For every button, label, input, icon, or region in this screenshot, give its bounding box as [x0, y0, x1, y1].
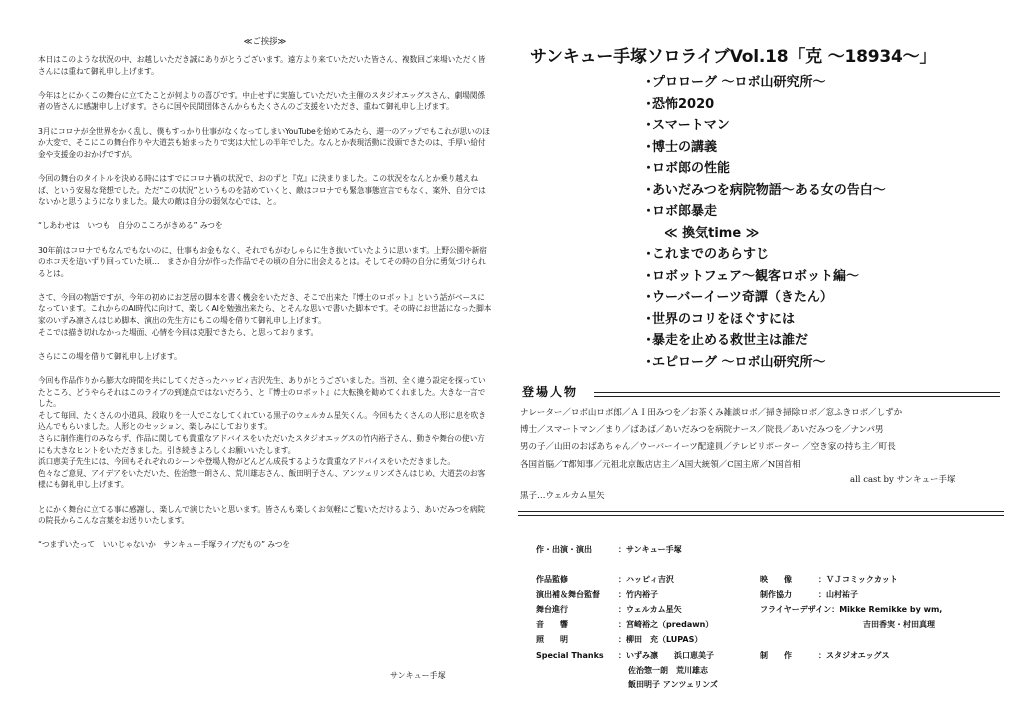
- program-item: [642, 330, 886, 352]
- credit-special-thanks: [536, 650, 714, 661]
- credit-video: [760, 574, 898, 585]
- bullet: ・: [642, 247, 656, 262]
- greeting-paragraph: 本日はこのような状況の中、お越しいただき誠にありがとうございます。遠方より来ていただいた皆さん、複数回ご来場いただく皆さんには重ねて御礼申し上げます。: [38, 55, 486, 76]
- greeting-paragraph: 今回の舞台のタイトルを決める時にはすでにコロナ禍の状況で、おのずと『克』に決まりました。この状況をなんとか乗り越えねば、という安易な発想でした。ただ“この状況”というものを詰めていくと、敵はコロナでも緊急事態宣言でもなく、案外、自分ではないかと思うようになりました。最大の敵は自分の弱気な心では、と。: [38, 173, 486, 207]
- credit-label: 音 響: [536, 620, 568, 629]
- greeting-paragraph: 3月にコロナが全世界をかく乱し、僕もすっかり仕事がなくなってしまいYouTubeを始めてみたら、週一のアップでもこれが思いのほか大変で、そこにこの舞台作りや大道芸も始まったりで実は大忙しの半年でした。なんとか表現活動に没頭できたのは、手厚い給付金や支援金のおかげですが。: [38, 126, 490, 159]
- bullet: ・: [642, 161, 656, 176]
- show-title: サンキュー手塚ソロライブVol.18「克 〜18934〜」: [530, 47, 937, 67]
- program-item-label: あいだみつを病院物語〜ある女の告白〜: [652, 182, 886, 198]
- bullet: ・: [642, 118, 656, 133]
- credit-label: Special Thanks: [536, 651, 604, 660]
- program-item: [642, 309, 886, 331]
- bullet: ・: [642, 204, 656, 219]
- program-item-label: 博士の講義: [652, 139, 718, 155]
- program-item: [642, 115, 886, 137]
- credit-value: ：宮崎裕之（predawn）: [618, 620, 714, 629]
- bullet: ・: [642, 139, 656, 155]
- credit-flyer-extra: 吉田香実・村田真理: [863, 620, 935, 629]
- bullet: ・: [642, 182, 656, 198]
- credit-label: 作・出演・演出: [536, 545, 592, 554]
- program-item-label: ウーバーイーツ奇譚（きたん）: [652, 290, 833, 305]
- bullet: ・: [642, 290, 656, 305]
- credit-value: ：ウェルカム星矢: [618, 605, 682, 614]
- bullet: ・: [642, 75, 656, 90]
- credit-director: [536, 589, 658, 600]
- program-intermission: [642, 223, 886, 245]
- greeting-page: [38, 30, 492, 710]
- greeting-signature: サンキュー手塚: [390, 671, 446, 680]
- special-thanks-line: 佐治惣一朗 荒川雄志: [628, 666, 708, 675]
- greeting-paragraph: さて、今回の物語ですが、今年の初めにお芝居の脚本を書く機会をいただき、そこで出来た『博士のロボット』という話がベースになっています。これからのAI時代に向けて、楽しくAIを勉強出来たら、とそんな思いで書いた脚本です。その時にお世話になった脚本家のいずみ凛さんはじめ脚本、演出の先生方にもこの場を借りて御礼申し上げます。 そこでは描き切れなかった場面、心情を今回は克服できたら、と思っております。: [38, 292, 492, 337]
- program-item-label: スマートマン: [652, 118, 730, 133]
- credit-value: ：ハッピィ吉沢: [618, 575, 674, 584]
- program-page: [518, 30, 1004, 710]
- credit-production: [760, 650, 889, 661]
- credit-label: 作品監修: [536, 575, 568, 584]
- credits-divider: [518, 511, 1004, 516]
- program-item: [642, 201, 886, 223]
- cast-line: 男の子／山田のおばあちゃん／ウーバーイーツ配達員／テレビリポーター ／空き家の持ち主／町長: [520, 442, 896, 453]
- program-item: [642, 244, 886, 266]
- program-item: [642, 266, 886, 288]
- greeting-body: [38, 54, 492, 551]
- cast-list: [520, 405, 1004, 474]
- program-item: [642, 158, 886, 180]
- program-item-label: 暴走を止める救世主は誰だ: [652, 333, 809, 348]
- greeting-paragraph: 今回も作品作りから膨大な時間を共にしてくださったハッピィ吉沢先生、ありがとうございました。当初、全く違う設定を探っていたところ、どうやらそれはこのライブの到達点ではないだろう、と『博士のロボット』に大転換を勧めてくれました。大きな一言でした。 そして毎回、たくさんの小道具、段取りを一人でこなしてくれている黒子のウェルカム星矢くん。今回もたくさんの人形に息を吹き込んでもらいました。人形とのセッション、楽しみにしております。 さらに制作進行のみならず、作品に関しても貴重なアドバイスをいただいたスタジオエッグスの竹内裕子さん、動きや舞台の使い方にも大きなヒントをいただきました。引き続きよろしくお願いいたします。 浜口恵美子先生には、今回もそれぞれのシーンや登場人物がどんどん成長するような貴重なアドバイスをいただきました。 色々なご意見、アイデアをいただいた、佐治惣一朗さん、荒川雄志さん、飯田明子さん、アンツェリンズさんはじめ、大道芸のお客様にも御礼申し上げます。: [38, 376, 486, 490]
- program-item: [642, 137, 886, 159]
- bullet: ・: [642, 268, 656, 284]
- greeting-paragraph: 30年前はコロナでもなんでもないのに、仕事もお金もなく、それでもがむしゃらに生き抜いていたように思います。上野公園や新宿のホコ天を這いずり回っていた頃… まさか自分が作った作品でその頃の自分に出会えるとは。そしてその時の自分に勇気づけられるとは。: [38, 245, 487, 278]
- program-item-label: 世界のコリをほぐすには: [652, 311, 796, 327]
- bullet: ・: [642, 354, 656, 370]
- cast-line: 各国首脳／T都知事／元祖北京飯店店主／A国大統領／C国主席／N国首相: [520, 459, 801, 470]
- program-item: [642, 352, 886, 374]
- greeting-paragraph: さらにこの場を借りて御礼申し上げます。: [38, 351, 182, 361]
- program-item-label: エピローグ 〜ロボ山研究所〜: [652, 354, 826, 370]
- credit-label: 照 明: [536, 635, 568, 644]
- cast-heading: 登場人物: [522, 385, 579, 399]
- program-item-label: ロボ郎暴走: [652, 204, 718, 219]
- program-item-label: ロボ郎の性能: [652, 161, 731, 176]
- credit-main: [536, 544, 682, 555]
- credit-value: ：竹内裕子: [618, 590, 658, 599]
- credit-value: ：柳田 充（LUPAS）: [618, 635, 703, 644]
- credit-label: フライヤーデザイン: [760, 605, 832, 614]
- program-item-label: 恐怖2020: [652, 96, 715, 112]
- program-item: [642, 72, 886, 94]
- credit-value: ：いずみ凛 浜口恵美子: [618, 651, 714, 660]
- credit-value: ：スタジオエッグス: [818, 651, 890, 660]
- program-item-label: プロローグ 〜ロボ山研究所〜: [652, 75, 826, 90]
- program-item: [642, 94, 886, 116]
- greeting-paragraph: とにかく舞台に立てる事に感謝し、楽しんで演じたいと思います。皆さんも楽しくお気軽にご覧いただけるよう、あいだみつを病院の院長からこんな言葉をお送りいたします。: [38, 504, 485, 526]
- credit-label: 演出補＆舞台監督: [536, 590, 600, 599]
- credit-production-support: [760, 589, 858, 600]
- credit-value: ：サンキュー手塚: [618, 545, 682, 554]
- program-item-label: これまでのあらすじ: [652, 247, 770, 262]
- greeting-quote: “つまずいたって いいじゃないか サンキュー手塚ライブだもの” みつを: [38, 540, 290, 550]
- greeting-title: ≪ご挨拶≫: [243, 36, 287, 46]
- cast-line: 博士／スマートマン／まり／ばあば／あいだみつを病院ナース／院長／あいだみつを／ナンパ男: [520, 425, 884, 436]
- credit-value: ：山村祐子: [818, 590, 858, 599]
- credit-sound: [536, 619, 713, 630]
- greeting-quote: “しあわせは いつも 自分のこころがきめる” みつを: [38, 221, 223, 231]
- credit-stage: [536, 604, 682, 615]
- cast-header: [518, 383, 1004, 403]
- bullet: ・: [642, 333, 656, 348]
- credit-value: ：Mikke Remikke by wm,: [831, 605, 943, 614]
- cast-line: ナレーター／ロボ山ロボ郎／ＡＩ田みつを／お茶くみ雑談ロボ／掃き掃除ロボ／窓ふきロボ／しずか: [520, 408, 903, 418]
- program-item-label: ロボットフェア〜観客ロボット編〜: [652, 268, 859, 284]
- credit-supervision: [536, 574, 674, 585]
- greeting-paragraph: 今年はとにかくこの舞台に立てたことが何よりの喜びです。中止せずに実施していただいた主催のスタジオエッグスさん、劇場関係者の皆さんに感謝申し上げます。さらに国や民間団体さんからもたくさんのご支援をいただき、重ねて御礼申し上げます。: [38, 90, 485, 112]
- credit-label: 舞台進行: [536, 605, 568, 614]
- program-item: [642, 180, 886, 202]
- program-item-label: ≪ 換気time ≫: [664, 225, 760, 241]
- special-thanks-line: 飯田明子 アンツェリンズ: [628, 680, 718, 689]
- credit-value: ：ＶＪコミックカット: [818, 575, 898, 584]
- program-item: [642, 287, 886, 309]
- kuroko-credit: 黒子…ウェルカム星矢: [520, 491, 605, 501]
- credit-label: 制作協力: [760, 590, 792, 599]
- credit-lighting: [536, 634, 702, 645]
- credit-label: 制 作: [760, 651, 792, 660]
- program-list: [642, 72, 886, 373]
- bullet: ・: [642, 311, 656, 327]
- all-cast-credit: all cast by サンキュー手塚: [850, 475, 956, 485]
- bullet: ・: [642, 96, 656, 112]
- credit-flyer-design: [760, 604, 942, 615]
- credit-label: 映 像: [760, 575, 792, 584]
- cast-divider: [594, 392, 1000, 397]
